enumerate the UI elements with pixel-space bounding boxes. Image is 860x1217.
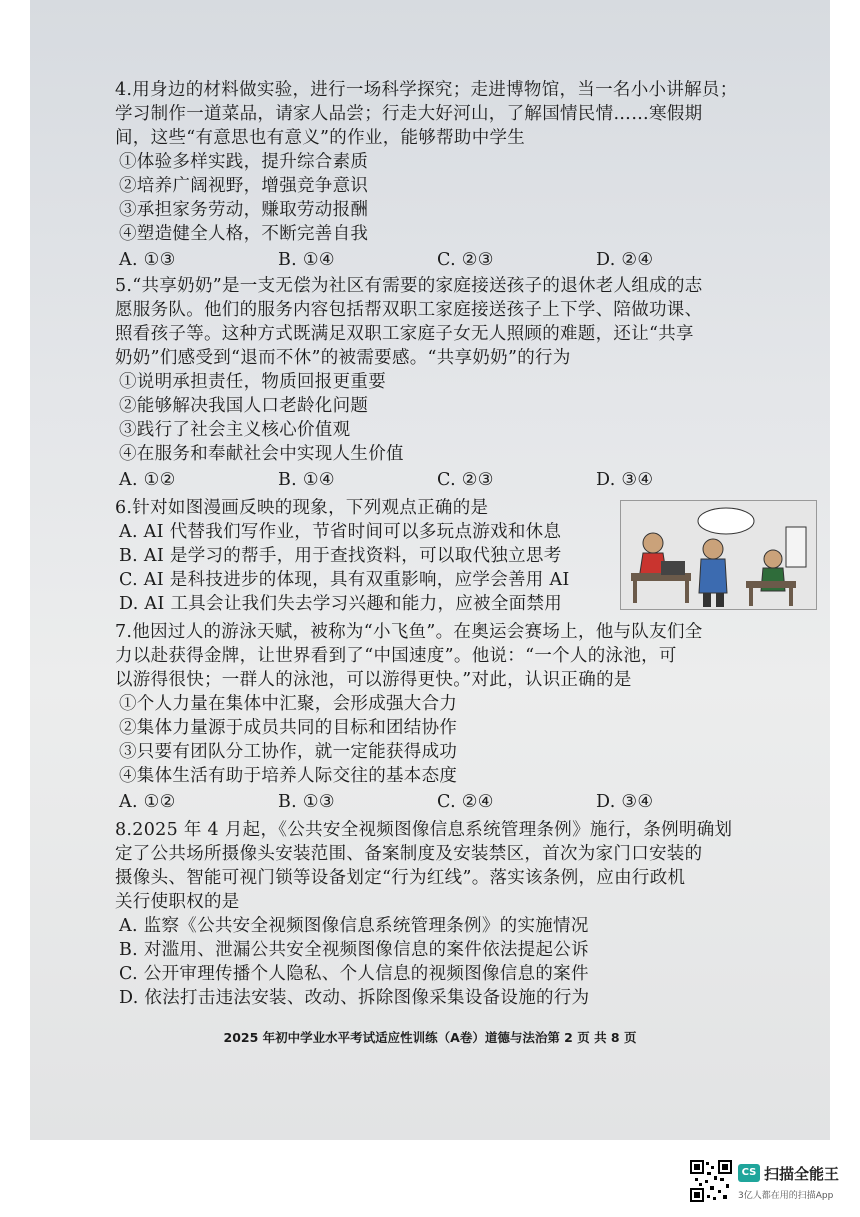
option-a: A. 监察《公共安全视频图像信息系统管理条例》的实施情况 <box>119 916 589 936</box>
question-6 <box>115 496 755 616</box>
option-c: C. AI 是科技进步的体现，具有双重影响，应学会善用 AI <box>119 570 570 590</box>
option-d: D. ③④ <box>596 792 654 812</box>
statement: ④塑造健全人格，不断完善自我 <box>119 224 369 244</box>
question-4-stem-line: 学习制作一道菜品，请家人品尝；行走大好河山，了解国情民情……寒假期 <box>115 104 703 124</box>
question-7-stem-line: 力以赴获得金牌，让世界看到了“中国速度”。他说：“一个人的泳池，可 <box>115 646 677 666</box>
option-b: B. AI 是学习的帮手，用于查找资料，可以取代独立思考 <box>119 546 562 566</box>
statement: ④集体生活有助于培养人际交往的基本态度 <box>119 766 458 786</box>
option-b: B. ①④ <box>278 250 335 270</box>
question-5-stem-line: 愿服务队。他们的服务内容包括帮双职工家庭接送孩子上下学、陪做功课、 <box>115 300 703 320</box>
option-a: A. AI 代替我们写作业，节省时间可以多玩点游戏和休息 <box>119 522 562 542</box>
question-5 <box>115 274 755 492</box>
statement: ③只要有团队分工协作，就一定能获得成功 <box>119 742 458 762</box>
statement: ④在服务和奉献社会中实现人生价值 <box>119 444 404 464</box>
statement: ②集体力量源于成员共同的目标和团结协作 <box>119 718 458 738</box>
cs-logo-icon: CS <box>738 1164 760 1182</box>
statement: ①个人力量在集体中汇聚，会形成强大合力 <box>119 694 458 714</box>
statement: ①体验多样实践，提升综合素质 <box>119 152 369 172</box>
question-list <box>115 78 755 1010</box>
option-c: C. 公开审理传播个人隐私、个人信息的视频图像信息的案件 <box>119 964 589 984</box>
cartoon-illustration <box>620 500 817 610</box>
statement: ③践行了社会主义核心价值观 <box>119 420 351 440</box>
option-d: D. ③④ <box>596 470 654 490</box>
brand-tagline: 3亿人都在用的扫描App <box>738 1191 834 1201</box>
question-4 <box>115 78 755 272</box>
brand-name: 扫描全能王 <box>764 1165 840 1183</box>
question-8 <box>115 818 755 1010</box>
answer-options <box>115 790 755 814</box>
option-a: A. ①③ <box>119 250 176 270</box>
question-8-stem-line: 关行使职权的是 <box>115 892 240 912</box>
question-4-stem-line: 间，这些“有意思也有意义”的作业，能够帮助中学生 <box>115 128 526 148</box>
option-d: D. ②④ <box>596 250 654 270</box>
question-8-stem-line: 8.2025 年 4 月起，《公共安全视频图像信息系统管理条例》施行，条例明确划 <box>115 820 733 840</box>
qr-code-icon <box>690 1160 732 1202</box>
option-d: D. AI 工具会让我们失去学习兴趣和能力，应被全面禁用 <box>119 594 563 614</box>
exam-page <box>30 0 830 1140</box>
question-6-stem-line: 6.针对如图漫画反映的现象，下列观点正确的是 <box>115 498 489 518</box>
option-c: C. ②④ <box>437 792 494 812</box>
option-a: A. ①② <box>119 470 176 490</box>
question-5-stem-line: 奶奶”们感受到“退而不休”的被需要感。“共享奶奶”的行为 <box>115 348 571 368</box>
question-7 <box>115 620 755 814</box>
question-4-stem-line: 4.用身边的材料做实验，进行一场科学探究；走进博物馆，当一名小小讲解员； <box>115 80 738 100</box>
answer-options <box>115 468 755 492</box>
question-5-stem-line: 照看孩子等。这种方式既满足双职工家庭子女无人照顾的难题，还让“共享 <box>115 324 694 344</box>
scanner-watermark <box>690 1160 850 1208</box>
question-5-stem-line: 5.“共享奶奶”是一支无偿为社区有需要的家庭接送孩子的退休老人组成的志 <box>115 276 703 296</box>
statement: ②能够解决我国人口老龄化问题 <box>119 396 369 416</box>
statement: ②培养广阔视野，增强竞争意识 <box>119 176 369 196</box>
option-c: C. ②③ <box>437 470 494 490</box>
question-8-stem-line: 定了公共场所摄像头安装范围、备案制度及安装禁区，首次为家门口安装的 <box>115 844 703 864</box>
question-7-stem-line: 以游得很快；一群人的泳池，可以游得更快。”对此，认识正确的是 <box>115 670 632 690</box>
option-b: B. 对滥用、泄漏公共安全视频图像信息的案件依法提起公诉 <box>119 940 589 960</box>
option-c: C. ②③ <box>437 250 494 270</box>
option-b: B. ①③ <box>278 792 335 812</box>
option-b: B. ①④ <box>278 470 335 490</box>
question-7-stem-line: 7.他因过人的游泳天赋，被称为“小飞鱼”。在奥运会赛场上，他与队友们全 <box>115 622 703 642</box>
question-8-stem-line: 摄像头、智能可视门锁等设备划定“行为红线”。落实该条例，应由行政机 <box>115 868 686 888</box>
answer-options <box>115 248 755 272</box>
page-footer: 2025 年初中学业水平考试适应性训练（A卷）道德与法治第 2 页 共 8 页 <box>223 1030 637 1045</box>
option-d: D. 依法打击违法安装、改动、拆除图像采集设备设施的行为 <box>119 988 590 1008</box>
option-a: A. ①② <box>119 792 176 812</box>
statement: ③承担家务劳动，赚取劳动报酬 <box>119 200 369 220</box>
statement: ①说明承担责任，物质回报更重要 <box>119 372 386 392</box>
